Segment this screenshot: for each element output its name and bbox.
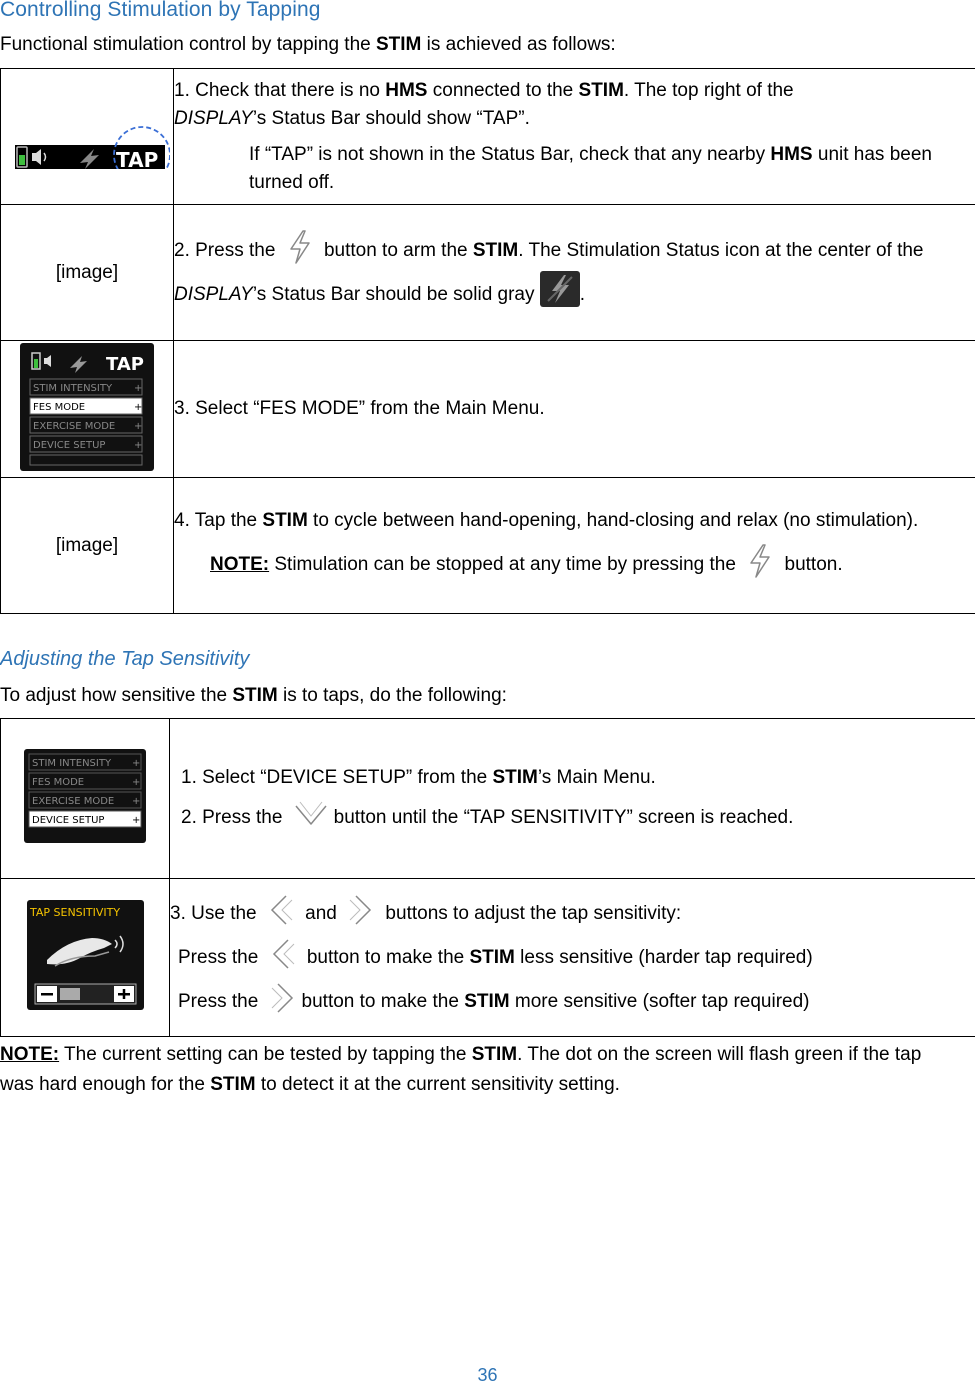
note-text: button. [779,554,842,575]
stim-label: STIM [473,240,518,261]
step-text: button to make the [302,991,465,1012]
table-row [1,341,975,478]
intro2-text-end: is to taps, do the following: [278,685,507,706]
step-1-subnote [174,141,975,197]
stim-bolt-button-icon [743,541,777,581]
step-text: less sensitive (harder tap required) [515,947,813,968]
note-label: NOTE: [210,554,269,575]
section-title: Controlling Stimulation by Tapping [0,0,321,22]
intro-paragraph [0,33,616,57]
step-text: button to make the [302,947,470,968]
stim-label: STIM [472,1044,517,1065]
tap-sensitivity-image-cell [1,879,170,1037]
step-text: ’s Status Bar should be solid gray [253,284,535,305]
main-menu-screen-image [20,343,154,471]
step-1-text [174,69,975,205]
intro-text: Functional stimulation control by tapping the [0,34,376,55]
subnote-text: unit has been turned off. [249,144,932,193]
step-text: and [300,903,342,924]
step-text: button to arm the [319,240,473,261]
stim-label: STIM [470,947,515,968]
display-label: DISPLAY [174,108,253,129]
stim-label: STIM [579,80,624,101]
step-text: ’s Status Bar should show “TAP”. [253,108,530,129]
note-text: . The dot on the screen will flash green if the tap was hard enough for the [0,1044,921,1095]
sensitivity-steps-table [0,718,975,1037]
stim-bolt-button-icon [283,227,317,267]
svg-text:+: + [134,440,142,451]
intro-text-end: is achieved as follows: [421,34,615,55]
stimulation-status-gray-icon [540,271,580,307]
svg-text:+: + [132,815,140,826]
note-text: The current setting can be tested by tapping the [59,1044,472,1065]
sensitivity-step-1-2 [170,719,975,879]
svg-text:TAP: TAP [116,148,158,169]
subnote-text: If “TAP” is not shown in the Status Bar, check that any nearby [249,144,770,165]
svg-text:+: + [134,421,142,432]
intro-stim: STIM [376,34,421,55]
table-row [1,69,975,205]
svg-text:+: + [134,402,142,413]
step-3-text: 3. Select “FES MODE” from the Main Menu. [174,341,975,478]
step-text: Press the [178,991,264,1012]
stim-label: STIM [262,510,307,531]
step-text: . The Stimulation Status icon at the center of the [518,240,923,261]
svg-text:FES MODE: FES MODE [32,777,84,788]
intro2-text: To adjust how sensitive the [0,685,232,706]
svg-text:STIM INTENSITY: STIM INTENSITY [32,758,112,769]
table-row [1,478,975,614]
step-text: 1. Select “DEVICE SETUP” from the [181,767,492,788]
tap-sensitivity-screen-image [27,900,144,1010]
hms-label: HMS [385,80,427,101]
subsection-title: Adjusting the Tap Sensitivity [0,648,249,671]
step-4-note [174,543,975,587]
note-label: NOTE: [0,1044,59,1065]
svg-text:+: + [134,383,142,394]
step-4-text [174,478,975,614]
device-setup-menu-image [24,749,146,843]
svg-text:TAP: TAP [106,354,144,375]
table-row [1,719,975,879]
device-setup-image-cell [1,719,170,879]
chevron-left-button-icon [266,934,300,974]
step-text: button until the “TAP SENSITIVITY” screen is reached. [334,807,794,828]
step-text: 1. Check that there is no [174,80,385,101]
step-text: more sensitive (softer tap required) [510,991,810,1012]
status-bar-image-cell [1,69,174,205]
table-row [1,879,975,1037]
stim-label: STIM [492,767,537,788]
note-text: to detect it at the current sensitivity setting. [256,1074,620,1095]
svg-text:+: + [132,758,140,769]
step-text: to cycle between hand-opening, hand-closing and relax (no stimulation). [308,510,918,531]
step-text: . [580,284,585,305]
note-paragraph [0,1040,960,1100]
step-2-text [174,205,975,341]
stim-label: STIM [210,1074,255,1095]
table-row [1,205,975,341]
sensitivity-step-3 [170,879,975,1037]
display-label: DISPLAY [174,284,253,305]
hms-label: HMS [770,144,812,165]
step-text: ’s Main Menu. [538,767,656,788]
svg-text:FES MODE: FES MODE [33,402,85,413]
image-placeholder: [image] [1,478,174,614]
svg-text:+: + [132,777,140,788]
step-text: Press the [178,947,264,968]
stim-label: STIM [464,991,509,1012]
step-text: 3. Use the [170,903,262,924]
svg-text:EXERCISE MODE: EXERCISE MODE [32,796,114,807]
note-text: Stimulation can be stopped at any time by pressing the [269,554,741,575]
page-number: 36 [0,1365,975,1386]
intro2-paragraph [0,684,507,708]
chevron-down-button-icon [290,794,332,834]
svg-text:DEVICE SETUP: DEVICE SETUP [32,815,104,826]
step-text: buttons to adjust the tap sensitivity: [380,903,681,924]
chevron-left-button-icon [264,890,298,930]
step-text: 2. Press the [174,240,281,261]
chevron-right-button-icon [344,890,378,930]
svg-text:TAP SENSITIVITY: TAP SENSITIVITY [29,906,120,919]
tapping-steps-table [0,68,975,614]
svg-text:+: + [132,796,140,807]
svg-text:DEVICE SETUP: DEVICE SETUP [33,440,105,451]
chevron-right-button-icon [266,978,300,1018]
main-menu-image-cell [1,341,174,478]
status-bar-tap-image [5,99,170,169]
image-placeholder: [image] [1,205,174,341]
svg-text:EXERCISE MODE: EXERCISE MODE [33,421,115,432]
step-text: . The top right of the [624,80,794,101]
svg-text:STIM INTENSITY: STIM INTENSITY [33,383,113,394]
step-text: connected to the [427,80,578,101]
step-text: 4. Tap the [174,510,262,531]
step-text: 2. Press the [181,807,288,828]
stim-label: STIM [232,685,277,706]
